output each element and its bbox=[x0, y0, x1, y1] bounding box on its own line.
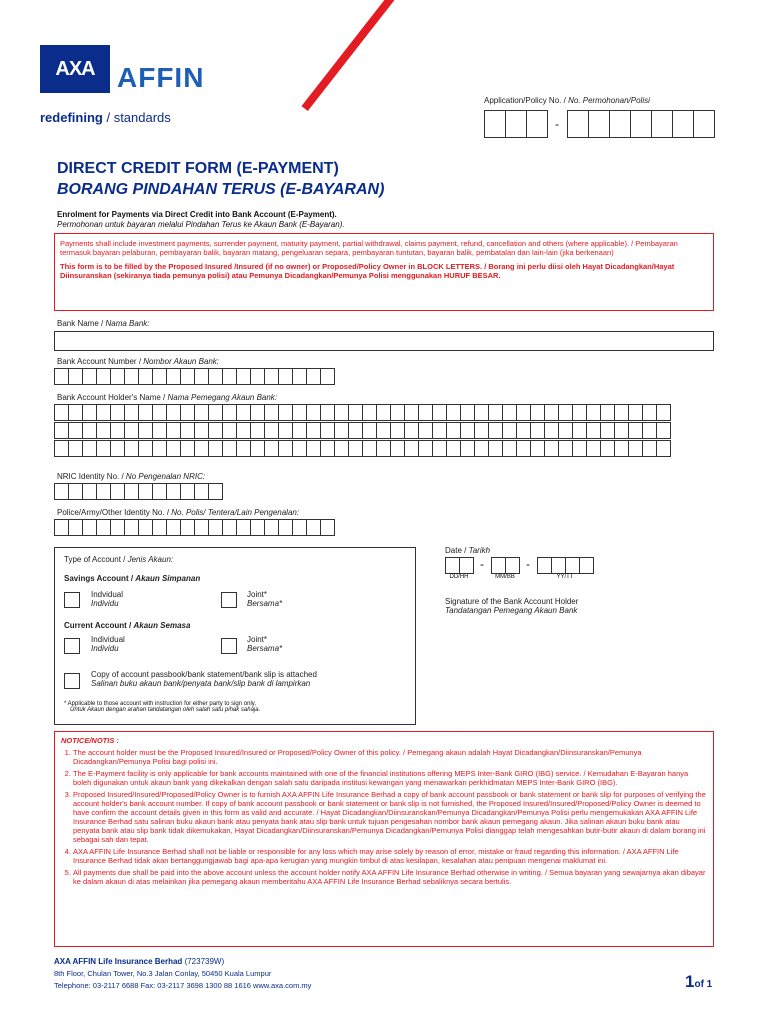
char-box[interactable] bbox=[124, 483, 139, 500]
char-box[interactable] bbox=[600, 440, 615, 457]
char-box[interactable] bbox=[306, 404, 321, 421]
char-box[interactable] bbox=[54, 422, 69, 439]
char-box[interactable] bbox=[208, 404, 223, 421]
char-box[interactable] bbox=[236, 519, 251, 536]
char-box[interactable] bbox=[572, 404, 587, 421]
char-box[interactable] bbox=[446, 422, 461, 439]
current-label: Current Account / Akaun Semasa bbox=[64, 621, 191, 630]
char-box[interactable] bbox=[376, 422, 391, 439]
char-box[interactable] bbox=[138, 422, 153, 439]
char-box[interactable] bbox=[502, 422, 517, 439]
policy-no-field[interactable]: - bbox=[484, 110, 714, 138]
char-box[interactable] bbox=[68, 422, 83, 439]
signature-area[interactable] bbox=[445, 615, 713, 715]
char-box[interactable] bbox=[124, 440, 139, 457]
char-box[interactable] bbox=[432, 422, 447, 439]
char-box[interactable] bbox=[488, 404, 503, 421]
char-box[interactable] bbox=[166, 440, 181, 457]
char-box[interactable] bbox=[567, 110, 589, 138]
char-box[interactable] bbox=[138, 483, 153, 500]
char-box[interactable] bbox=[166, 483, 181, 500]
char-box[interactable] bbox=[656, 440, 671, 457]
note-item: 4. AXA AFFIN Life Insurance Berhad shall not be liable or responsible for any loss which may arise solely by reason of error, mistake or fraud regarding this information. / AXA AFFIN Life Insurance Berhad tidak akan bertanggungjawab bagi apa-apa kerugian yang mungkin timbul di atas kesilapan, kesalahan atau penipuan mengenai maklumat ini. bbox=[73, 847, 707, 865]
char-box[interactable] bbox=[656, 404, 671, 421]
char-box[interactable] bbox=[558, 422, 573, 439]
char-box[interactable] bbox=[292, 422, 307, 439]
char-box[interactable] bbox=[565, 557, 580, 574]
savings-joint-label: Joint* Bersama* bbox=[247, 590, 283, 608]
char-box[interactable] bbox=[292, 368, 307, 385]
char-box[interactable] bbox=[376, 440, 391, 457]
char-box[interactable] bbox=[530, 440, 545, 457]
char-box[interactable] bbox=[600, 404, 615, 421]
char-box[interactable] bbox=[614, 422, 629, 439]
char-box[interactable] bbox=[54, 519, 69, 536]
char-box[interactable] bbox=[138, 368, 153, 385]
char-box[interactable] bbox=[152, 519, 167, 536]
char-box[interactable] bbox=[579, 557, 594, 574]
date-label: Date / Tarikh bbox=[445, 546, 491, 555]
char-box[interactable] bbox=[491, 557, 506, 574]
char-box[interactable] bbox=[208, 519, 223, 536]
police-input[interactable] bbox=[54, 519, 334, 536]
char-box[interactable] bbox=[110, 483, 125, 500]
char-box[interactable] bbox=[82, 483, 97, 500]
notes-list bbox=[61, 748, 707, 886]
account-type-box bbox=[54, 547, 416, 725]
char-box[interactable] bbox=[180, 368, 195, 385]
char-box[interactable] bbox=[614, 440, 629, 457]
holder-label: Bank Account Holder's Name / Nama Pemegang Akaun Bank: bbox=[57, 393, 278, 402]
char-box[interactable] bbox=[348, 404, 363, 421]
notes-box bbox=[54, 731, 714, 947]
char-box[interactable] bbox=[208, 483, 223, 500]
char-box[interactable] bbox=[264, 368, 279, 385]
char-box[interactable] bbox=[348, 440, 363, 457]
char-box[interactable] bbox=[320, 368, 335, 385]
char-box[interactable] bbox=[502, 440, 517, 457]
char-box[interactable] bbox=[334, 422, 349, 439]
char-box[interactable] bbox=[194, 440, 209, 457]
nric-input[interactable] bbox=[54, 483, 222, 500]
char-box[interactable] bbox=[82, 519, 97, 536]
char-box[interactable] bbox=[166, 519, 181, 536]
char-box[interactable] bbox=[278, 368, 293, 385]
char-box[interactable] bbox=[320, 404, 335, 421]
char-box[interactable] bbox=[222, 440, 237, 457]
char-box[interactable] bbox=[306, 519, 321, 536]
char-box[interactable] bbox=[110, 519, 125, 536]
char-box[interactable] bbox=[68, 483, 83, 500]
char-box[interactable] bbox=[334, 440, 349, 457]
char-box[interactable] bbox=[445, 557, 460, 574]
char-box[interactable] bbox=[488, 440, 503, 457]
char-box[interactable] bbox=[516, 422, 531, 439]
char-box[interactable] bbox=[278, 440, 293, 457]
char-box[interactable] bbox=[250, 440, 265, 457]
char-box[interactable] bbox=[320, 440, 335, 457]
note-item: 1. The account holder must be the Proposed Insured/Insured or Proposed/Policy Owner of this policy. / Pemegang akaun adalah Hayat Dicadangkan/Diinsuranskan/Pemunya Dicadangkan/Pemunya Polisi bagi polisi ini. bbox=[73, 748, 707, 766]
form-title-en: DIRECT CREDIT FORM (E-PAYMENT) bbox=[57, 160, 339, 177]
char-box[interactable] bbox=[152, 368, 167, 385]
char-box[interactable] bbox=[180, 519, 195, 536]
note-item: 3. Proposed Insured/Insured/Proposed/Policy Owner is to furnish AXA AFFIN Life Insurance Berhad a copy of bank account passbook or bank statement or bank slip for purposes of verifying the account holder's bank account number. If copy of bank account passbook or bank statement or bank slip is not furnished, the Proposed Insured/Insured/Proposed/Policy Owner is deemed to have confirm the account details given in this form as valid and accurate. / Hayat Dicadangkan/Diinsuranskan/Pemunya Dicadangkan/Pemunya Polisi perlu mengemukakan AXA AFFIN Life Insurance Berhad satu salinan buku akaun bank atau penyata bank atau slip bank untuk tujuan pengesahan nombor bank akaun pemegang akaun. Jika salinan akaun buku bank atau penyata bank atau slip bank tidak dikemukakan, Hayat Dicadangkan/Diinsuranskan/Pemunya Dicadangkan/Pemunya Polisi dianggap telah mengesahkan butir-butir akaun di dalam borang ini sebagai sah dan tepat. bbox=[73, 790, 707, 844]
char-box[interactable] bbox=[460, 404, 475, 421]
char-box[interactable] bbox=[672, 110, 694, 138]
char-box[interactable] bbox=[334, 404, 349, 421]
char-box[interactable] bbox=[474, 422, 489, 439]
char-box[interactable] bbox=[502, 404, 517, 421]
char-box[interactable] bbox=[264, 440, 279, 457]
char-box[interactable] bbox=[484, 110, 506, 138]
char-box[interactable] bbox=[642, 404, 657, 421]
char-box[interactable] bbox=[124, 519, 139, 536]
char-box[interactable] bbox=[96, 519, 111, 536]
char-box[interactable] bbox=[180, 483, 195, 500]
holder-input[interactable] bbox=[54, 404, 670, 458]
char-box[interactable] bbox=[278, 404, 293, 421]
char-box[interactable] bbox=[222, 404, 237, 421]
char-box[interactable] bbox=[96, 368, 111, 385]
char-box[interactable] bbox=[250, 422, 265, 439]
date-field[interactable]: DD/HH - MM/BB - YY/TT bbox=[445, 557, 593, 580]
char-box[interactable] bbox=[54, 483, 69, 500]
intro-ms: Permohonan untuk bayaran melalui Pindahan Terus ke Akaun Bank (E-Bayaran). bbox=[57, 220, 345, 229]
char-box[interactable] bbox=[222, 368, 237, 385]
char-box[interactable] bbox=[110, 422, 125, 439]
char-box[interactable] bbox=[152, 483, 167, 500]
char-box[interactable] bbox=[614, 404, 629, 421]
char-box[interactable] bbox=[278, 519, 293, 536]
nric-label: NRIC Identity No. / No Pengenalan NRIC: bbox=[57, 472, 206, 481]
char-box[interactable] bbox=[544, 404, 559, 421]
char-box[interactable] bbox=[222, 422, 237, 439]
char-box[interactable] bbox=[656, 422, 671, 439]
signature-label: Signature of the Bank Account Holder Tandatangan Pemegang Akaun Bank bbox=[445, 597, 579, 615]
char-box[interactable] bbox=[68, 368, 83, 385]
char-box[interactable] bbox=[166, 422, 181, 439]
char-box[interactable] bbox=[194, 368, 209, 385]
char-box[interactable] bbox=[54, 404, 69, 421]
char-box[interactable] bbox=[572, 422, 587, 439]
char-box[interactable] bbox=[474, 404, 489, 421]
char-box[interactable] bbox=[138, 440, 153, 457]
char-box[interactable] bbox=[292, 440, 307, 457]
char-box[interactable] bbox=[82, 422, 97, 439]
char-box[interactable] bbox=[208, 440, 223, 457]
char-box[interactable] bbox=[180, 422, 195, 439]
char-box[interactable] bbox=[96, 440, 111, 457]
char-box[interactable] bbox=[194, 404, 209, 421]
char-box[interactable] bbox=[236, 440, 251, 457]
joint-footnote: * Applicable to those account with instruction for either party to sign only. Untuk Akaun dengan arahan tandatangan oleh salah satu pihak sahaja. bbox=[64, 701, 261, 713]
note-item: 2. The E-Payment facility is only applicable for bank accounts maintained with one of the financial institutions offering MEPS Inter-Bank GIRO (IBG) service. / Kemudahan E-Bayaran hanya boleh digunakan untuk akaun bank yang dikekalkan dengan salah satu daripada institusi kewangan yang menawarkan perkhidmatan MEPS Inter-Bank GIRO (IBG). bbox=[73, 769, 707, 787]
char-box[interactable] bbox=[551, 557, 566, 574]
char-box[interactable] bbox=[390, 440, 405, 457]
char-box[interactable] bbox=[642, 422, 657, 439]
char-box[interactable] bbox=[418, 440, 433, 457]
footer-address: 8th Floor, Chulan Tower, No.3 Jalan Conlay, 50450 Kuala Lumpur bbox=[54, 969, 272, 978]
char-box[interactable] bbox=[516, 404, 531, 421]
char-box[interactable] bbox=[110, 404, 125, 421]
char-box[interactable] bbox=[651, 110, 673, 138]
char-box[interactable] bbox=[124, 368, 139, 385]
char-box[interactable] bbox=[306, 422, 321, 439]
char-box[interactable] bbox=[544, 440, 559, 457]
char-box[interactable] bbox=[124, 422, 139, 439]
char-box[interactable] bbox=[530, 404, 545, 421]
char-box[interactable] bbox=[306, 368, 321, 385]
savings-joint-checkbox[interactable] bbox=[221, 592, 237, 608]
char-box[interactable] bbox=[432, 404, 447, 421]
char-box[interactable] bbox=[526, 110, 548, 138]
char-box[interactable] bbox=[446, 404, 461, 421]
police-label: Police/Army/Other Identity No. / No. Polis/ Tentera/Lain Pengenalan: bbox=[57, 508, 300, 517]
char-box[interactable] bbox=[600, 422, 615, 439]
char-box[interactable] bbox=[558, 404, 573, 421]
char-box[interactable] bbox=[180, 440, 195, 457]
char-box[interactable] bbox=[558, 440, 573, 457]
char-box[interactable] bbox=[537, 557, 552, 574]
char-box[interactable] bbox=[152, 422, 167, 439]
axa-logo: AXA bbox=[40, 45, 110, 93]
char-box[interactable] bbox=[505, 557, 520, 574]
char-box[interactable] bbox=[68, 440, 83, 457]
char-box[interactable] bbox=[138, 519, 153, 536]
char-box[interactable] bbox=[124, 404, 139, 421]
char-box[interactable] bbox=[432, 440, 447, 457]
notice-p2: This form is to be filled by the Proposed Insured /Insured (if no owner) or Proposed/Policy Owner in BLOCK LETTERS. / Borang ini perlu diisi oleh Hayat Dicadangkan/Hayat Diinsuranskan (sekiranya tiada pemunya polisi) atau Pemunya Dicadangkan/Pemunya Polisi menggunakan HURUF BESAR. bbox=[60, 262, 675, 280]
bank-name-input[interactable] bbox=[54, 331, 714, 351]
char-box[interactable] bbox=[250, 519, 265, 536]
char-box[interactable] bbox=[96, 404, 111, 421]
page-number: 1of 1 bbox=[685, 972, 713, 991]
affin-logo: AFFIN bbox=[117, 62, 205, 93]
acct-no-label: Bank Account Number / Nombor Akaun Bank: bbox=[57, 357, 220, 366]
char-box[interactable] bbox=[630, 110, 652, 138]
char-box[interactable] bbox=[292, 404, 307, 421]
char-box[interactable] bbox=[166, 368, 181, 385]
note-item: 5. All payments due shall be paid into the above account unless the account holder notify AXA AFFIN Life Insurance Berhad otherwise in writing. / Semua bayaran yang sewajarnya akan dibayar ke dalam akaun di atas melainkan jika pemegang akaun memberitahu AXA AFFIN Life Insurance Berhad sebaliknya secara bertulis. bbox=[73, 868, 707, 886]
char-box[interactable] bbox=[138, 404, 153, 421]
char-box[interactable] bbox=[264, 519, 279, 536]
char-box[interactable] bbox=[516, 440, 531, 457]
current-joint-checkbox[interactable] bbox=[221, 638, 237, 654]
char-box[interactable] bbox=[110, 368, 125, 385]
char-box[interactable] bbox=[348, 422, 363, 439]
char-box[interactable] bbox=[292, 519, 307, 536]
char-box[interactable] bbox=[82, 404, 97, 421]
char-box[interactable] bbox=[264, 404, 279, 421]
char-box[interactable] bbox=[306, 440, 321, 457]
char-box[interactable] bbox=[586, 404, 601, 421]
char-box[interactable] bbox=[390, 404, 405, 421]
char-box[interactable] bbox=[82, 368, 97, 385]
char-box[interactable] bbox=[236, 368, 251, 385]
char-box[interactable] bbox=[236, 422, 251, 439]
char-box[interactable] bbox=[96, 422, 111, 439]
copy-attached-checkbox[interactable] bbox=[64, 673, 80, 689]
char-box[interactable] bbox=[588, 110, 610, 138]
char-box[interactable] bbox=[250, 368, 265, 385]
char-box[interactable] bbox=[152, 404, 167, 421]
current-joint-label: Joint* Bersama* bbox=[247, 635, 283, 653]
char-box[interactable] bbox=[572, 440, 587, 457]
red-diagonal-stripe bbox=[301, 0, 406, 111]
current-individual-checkbox[interactable] bbox=[64, 638, 80, 654]
footer-contact: Telephone: 03-2117 6688 Fax: 03-2117 3698 1300 88 1616 www.axa.com.my bbox=[54, 981, 312, 990]
char-box[interactable] bbox=[180, 404, 195, 421]
type-label: Type of Account / Jenis Akaun: bbox=[64, 555, 174, 564]
notice-box bbox=[54, 233, 714, 311]
char-box[interactable] bbox=[459, 557, 474, 574]
char-box[interactable] bbox=[236, 404, 251, 421]
char-box[interactable] bbox=[586, 422, 601, 439]
char-box[interactable] bbox=[609, 110, 631, 138]
char-box[interactable] bbox=[586, 440, 601, 457]
char-box[interactable] bbox=[320, 519, 335, 536]
char-box[interactable] bbox=[642, 440, 657, 457]
savings-label: Savings Account / Akaun Simpanan bbox=[64, 574, 201, 583]
char-box[interactable] bbox=[110, 440, 125, 457]
char-box[interactable] bbox=[166, 404, 181, 421]
copy-attached-label: Copy of account passbook/bank statement/bank slip is attached Salinan buku akaun bank/penyata bank/slip bank di lampirkan bbox=[91, 670, 317, 688]
char-box[interactable] bbox=[54, 368, 69, 385]
tagline: redefining / standards bbox=[40, 110, 171, 125]
char-box[interactable] bbox=[54, 440, 69, 457]
char-box[interactable] bbox=[68, 519, 83, 536]
char-box[interactable] bbox=[404, 422, 419, 439]
char-box[interactable] bbox=[362, 404, 377, 421]
char-box[interactable] bbox=[208, 368, 223, 385]
char-box[interactable] bbox=[152, 440, 167, 457]
char-box[interactable] bbox=[446, 440, 461, 457]
char-box[interactable] bbox=[222, 519, 237, 536]
char-box[interactable] bbox=[488, 422, 503, 439]
char-box[interactable] bbox=[460, 422, 475, 439]
char-box[interactable] bbox=[208, 422, 223, 439]
char-box[interactable] bbox=[628, 440, 643, 457]
char-box[interactable] bbox=[194, 519, 209, 536]
char-box[interactable] bbox=[474, 440, 489, 457]
char-box[interactable] bbox=[404, 440, 419, 457]
char-box[interactable] bbox=[628, 422, 643, 439]
char-box[interactable] bbox=[82, 440, 97, 457]
form-title-ms: BORANG PINDAHAN TERUS (E-BAYARAN) bbox=[57, 181, 385, 198]
char-box[interactable] bbox=[418, 422, 433, 439]
savings-individual-label: Indvidual Individu bbox=[91, 590, 124, 608]
char-box[interactable] bbox=[505, 110, 527, 138]
char-box[interactable] bbox=[250, 404, 265, 421]
char-box[interactable] bbox=[320, 422, 335, 439]
char-box[interactable] bbox=[194, 483, 209, 500]
acct-no-input[interactable] bbox=[54, 368, 334, 385]
savings-individual-checkbox[interactable] bbox=[64, 592, 80, 608]
notice-p1: Payments shall include investment payments, surrender payment, maturity payment, partial withdrawal, claims payment, refund, cancellation and others (where applicable). / Pembayaran termasuk bayaran pelaburan, pembayaran balik, bayaran matang, pengeluaran separa, pembayaran tuntutan, bayaran balik, pembatalan dan lain-lain (jika berkenaan) bbox=[60, 239, 678, 257]
intro-en: Enrolment for Payments via Direct Credit into Bank Account (E-Payment). bbox=[57, 210, 337, 219]
char-box[interactable] bbox=[460, 440, 475, 457]
char-box[interactable] bbox=[264, 422, 279, 439]
char-box[interactable] bbox=[544, 422, 559, 439]
char-box[interactable] bbox=[68, 404, 83, 421]
char-box[interactable] bbox=[278, 422, 293, 439]
footer-company: AXA AFFIN Life Insurance Berhad (723739W) bbox=[54, 957, 225, 966]
char-box[interactable] bbox=[390, 422, 405, 439]
bank-name-label: Bank Name / Nama Bank: bbox=[57, 319, 150, 328]
char-box[interactable] bbox=[628, 404, 643, 421]
char-box[interactable] bbox=[418, 404, 433, 421]
char-box[interactable] bbox=[693, 110, 715, 138]
notes-title: NOTICE/NOTIS : bbox=[61, 736, 119, 745]
char-box[interactable] bbox=[362, 440, 377, 457]
char-box[interactable] bbox=[376, 404, 391, 421]
policy-no-label: Application/Policy No. / No. Permohonan/Polisi bbox=[484, 96, 650, 105]
char-box[interactable] bbox=[362, 422, 377, 439]
current-individual-label: Individual Individu bbox=[91, 635, 125, 653]
char-box[interactable] bbox=[404, 404, 419, 421]
char-box[interactable] bbox=[530, 422, 545, 439]
char-box[interactable] bbox=[96, 483, 111, 500]
char-box[interactable] bbox=[194, 422, 209, 439]
